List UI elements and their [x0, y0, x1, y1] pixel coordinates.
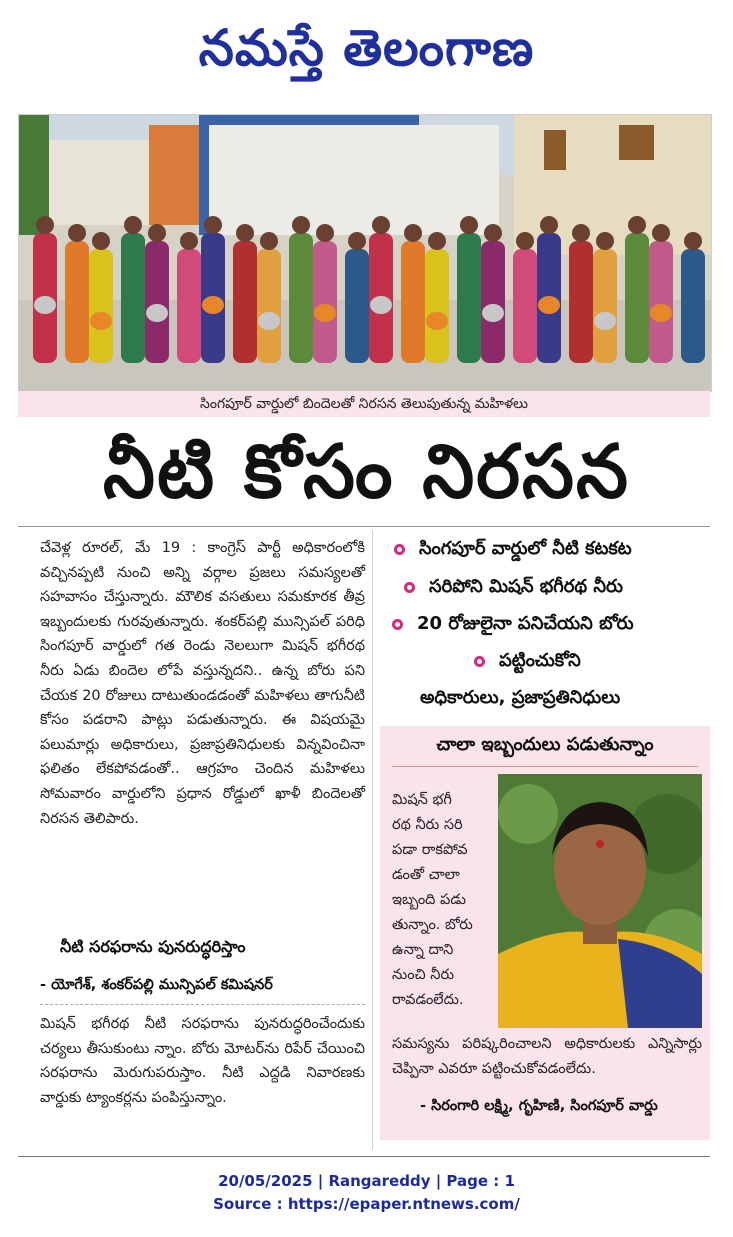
commissioner-quote: మిషన్ భగీరథ నీటి సరఫరాను పునరుద్ధరించేందుకు చర్యలు తీసుకుంటు న్నాం. బోరు మోటర్‌ను రిపేర్ చేయించి సరఫరాను మెరుగుపరుస్తాం. నీటి ఎద్దడి నివారణకు వార్డుకు ట్యాంకర్లను పంపిస్తున్నాం. [40, 1016, 365, 1106]
protester-figure [401, 241, 425, 363]
article-subhead: నీటి సరఫరాను పునరుద్ధరిస్తాం [60, 937, 246, 956]
water-pot [90, 312, 112, 330]
protester-figure [513, 249, 537, 363]
quote-line: రథ నీరు సరి [392, 817, 463, 833]
water-pot [202, 296, 224, 314]
protest-photo [18, 114, 712, 392]
protester-head [404, 224, 422, 242]
highlight-item: పట్టించుకోని [474, 650, 581, 675]
protester-head [124, 216, 142, 234]
protester-head [92, 232, 110, 250]
footer [0, 1170, 733, 1216]
highlight-item: సింగపూర్ వార్డులో నీటి కటకట [394, 538, 632, 563]
protester-figure [89, 249, 113, 363]
bullet-icon [404, 582, 415, 593]
protester-figure [121, 233, 145, 363]
article-body: చేవెళ్ల రూరల్, మే 19 : కాంగ్రెస్ పార్టీ అధికారంలోకి వచ్చినప్పటి నుంచి అన్ని వర్గాల ప్రజలు సమస్యలతో సహవాసం చేస్తున్నారు. మౌలిక వసతులు సమకూరక తీవ్ర ఇబ్బందులకు గురవుతున్నారు. శంకర్‌పల్లి మున్సిపల్ పరిధి సింగపూర్ వార్డులో గత రెండు నెలలుగా మిషన్ భగీరథ నీరు ఏడు బిందెల లోపే వస్తున్నదని.. ఉన్న బోరు పని చేయక 20 రోజులు దాటుతుండడంతో మహిళలు తాగునీటి కోసం పడరాని పాట్లు పడుతున్నారు. ఈ విషయమై పలుమార్లు అధికారులు, ప్రజాప్రతినిధులకు విన్నవించినా ఫలితం లేకపోవడంతో.. ఆగ్రహం చెందిన మహిళలు సోమవారం వార్డులోని ప్రధాన రోడ్డులో ఖాళీ బిందెలతో నిరసన తెలిపారు. [40, 540, 365, 827]
protester-figure [65, 241, 89, 363]
quote-attribution: - సిరంగారి లక్ష్మి, గృహిణి, సింగపూర్ వార్డు [420, 1098, 658, 1114]
photo-caption: సింగపూర్ వార్డులో బిందెలతో నిరసన తెలుపుతున్న మహిళలు [18, 391, 710, 417]
portrait-photo [498, 774, 702, 1028]
footer-rule [18, 1156, 710, 1157]
protester-figure [593, 249, 617, 363]
bullet-icon [474, 656, 485, 667]
protester-figure [145, 241, 169, 363]
protester-head [68, 224, 86, 242]
protester-head [484, 224, 502, 242]
water-pot [650, 304, 672, 322]
water-pot [426, 312, 448, 330]
quote-line: తున్నాం. బోరు [392, 917, 473, 933]
protester-head [348, 232, 366, 250]
protester-head [180, 232, 198, 250]
protester-head [236, 224, 254, 242]
masthead [0, 0, 733, 100]
quote-line: ఇబ్బంది పడు [392, 892, 467, 908]
newspaper-logo: నమస్తే తెలంగాణ [198, 18, 535, 77]
quote-line: మిషన్ భగీ [392, 792, 452, 808]
highlight-item: 20 రోజులైనా పనిచేయని బోరు [392, 613, 634, 638]
highlight-item: సరిపోని మిషన్ భగీరథ నీరు [404, 576, 623, 601]
protester-figure [289, 233, 313, 363]
protester-head [316, 224, 334, 242]
quote-tail: సమస్యను పరిష్కరించాలని అధికారులకు ఎన్నిసార్లు చెప్పినా ఎవరూ పట్టించుకోవడంలేదు. [392, 1036, 702, 1077]
protester-head [372, 216, 390, 234]
quote-line: నుంచి నీరు [392, 967, 455, 983]
quote-line: పడా రాకపోవ [392, 842, 468, 858]
protester-figure [481, 241, 505, 363]
headline-rule [18, 526, 710, 527]
commissioner-attribution: - యోగేశ్, శంకర్‌పల్లి మున్సిపల్ కమిషనర్ [40, 977, 273, 993]
protester-head [596, 232, 614, 250]
protester-figure [625, 233, 649, 363]
quote-line: రావడంలేదు. [392, 992, 464, 1008]
portrait-image [498, 774, 702, 1028]
protester-head [36, 216, 54, 234]
water-pot [258, 312, 280, 330]
protester-head [428, 232, 446, 250]
protester-figure [345, 249, 369, 363]
protester-figure [177, 249, 201, 363]
protester-head [204, 216, 222, 234]
water-pot [146, 304, 168, 322]
protester-figure [681, 249, 705, 363]
quote-box-title: చాలా ఇబ్బందులు పడుతున్నాం [436, 734, 654, 755]
protester-head [292, 216, 310, 234]
protest-photo-image [19, 115, 711, 391]
protester-figure [569, 241, 593, 363]
protester-figure [457, 233, 481, 363]
divider [40, 1004, 365, 1005]
bullet-icon [394, 544, 405, 555]
protester-head [260, 232, 278, 250]
quote-line: ఉన్నా దాని [392, 942, 454, 958]
bullet-icon [392, 619, 403, 630]
protester-figure [649, 241, 673, 363]
quote-box [380, 726, 710, 1140]
water-pot [482, 304, 504, 322]
water-pot [538, 296, 560, 314]
headline: నీటి కోసం నిరసన [103, 429, 630, 515]
column-separator [372, 530, 373, 1150]
footer-edition: 20/05/2025 | Rangareddy | Page : 1 [218, 1172, 515, 1190]
quote-box-title-rule [392, 766, 698, 767]
footer-source: Source : https://epaper.ntnews.com/ [213, 1195, 520, 1213]
quote-line: డంతో చాలా [392, 867, 460, 883]
protester-head [540, 216, 558, 234]
water-pot [370, 296, 392, 314]
protester-head [652, 224, 670, 242]
protester-head [572, 224, 590, 242]
protester-head [684, 232, 702, 250]
water-pot [594, 312, 616, 330]
protester-figure [425, 249, 449, 363]
protester-head [148, 224, 166, 242]
water-pot [34, 296, 56, 314]
protester-head [516, 232, 534, 250]
protester-head [460, 216, 478, 234]
protester-figure [313, 241, 337, 363]
protester-figure [233, 241, 257, 363]
highlight-item-continued: అధికారులు, ప్రజాప్రతినిధులు [420, 687, 621, 708]
protester-head [628, 216, 646, 234]
protester-figure [257, 249, 281, 363]
water-pot [314, 304, 336, 322]
